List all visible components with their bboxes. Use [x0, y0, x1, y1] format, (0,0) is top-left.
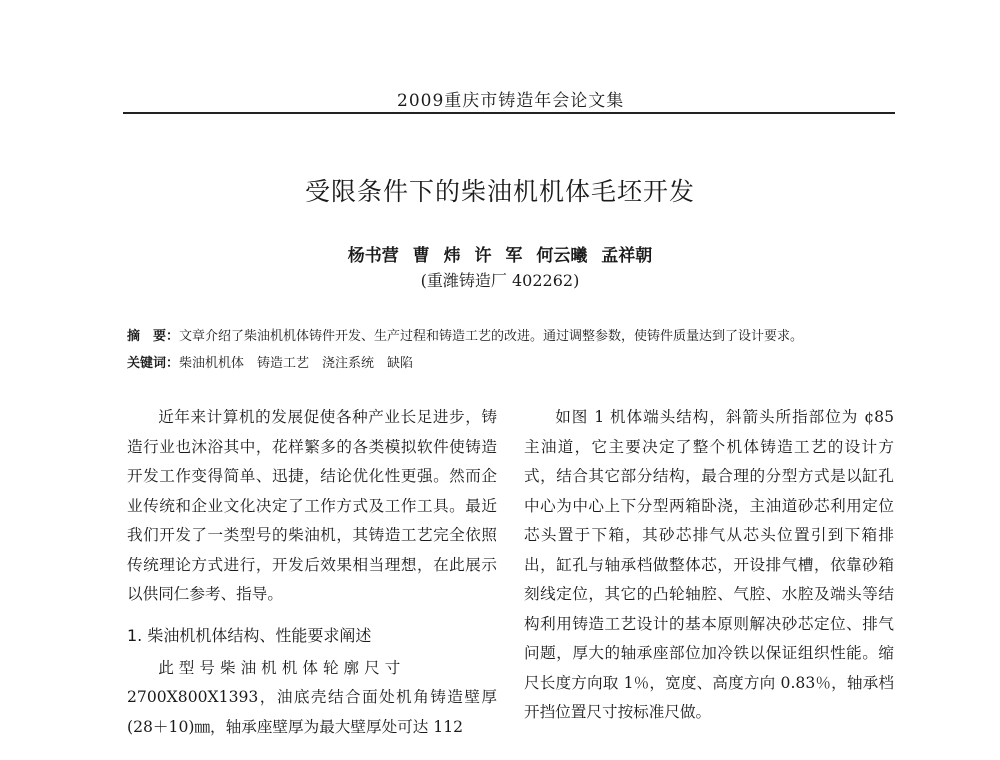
abstract-label: 摘 要：	[127, 329, 180, 344]
keywords	[127, 352, 413, 371]
affiliation: (重潍铸造厂 402262)	[420, 271, 580, 290]
intro-paragraph: 近年来计算机的发展促使各种产业长足进步，铸造行业也沐浴其中，花样繁多的各类模拟软件使铸造开发工作变得简单、迅捷，结论优化性更强。然而企业传统和企业文化决定了工作方式及工作工具。最近我们开发了一类型号的柴油机，其铸造工艺完全依照传统理论方式进行，开发后效果相当理想，在此展示以供同仁参考、指导。	[127, 408, 497, 603]
keywords-text: 柴油机机体 铸造工艺 浇注系统 缺陷	[179, 356, 414, 371]
paper-title: 受限条件下的柴油机机体毛坯开发	[304, 177, 695, 206]
keywords-label: 关键词：	[127, 356, 180, 371]
abstract	[127, 325, 803, 344]
right-paragraph: 如图 1 机体端头结构，斜箭头所指部位为 ¢85 主油道，它主要决定了整个机体铸造工艺的设计方式，结合其它部分结构，最合理的分型方式是以缸孔中心为中心上下分型两箱卧浇，主油道砂芯利用定位芯头置于下箱，其砂芯排气从芯头位置引到下箱排出，缸孔与轴承档做整体芯，开设排气槽，依靠砂箱刻线定位，其它的凸轮轴腔、气腔、水腔及端头等结构利用铸造工艺设计的基本原则解决砂芯定位、排气问题，厚大的轴承座部位加冷铁以保证组织性能。缩尺长度方向取 1％，宽度、高度方向 0.83％，轴承档开挡位置尺寸按标准尺做。	[524, 408, 894, 721]
section-heading: 1. 柴油机机体结构、性能要求阐述	[127, 625, 372, 645]
header-rule	[123, 112, 895, 114]
running-header: 2009重庆市铸造年会论文集	[397, 91, 625, 111]
abstract-text: 文章介绍了柴油机机体铸件开发、生产过程和铸造工艺的改进。通过调整参数，使铸件质量达到了设计要求。	[179, 329, 804, 344]
author-list: 杨书营 曹 炜 许 军 何云曦 孟祥朝	[347, 246, 653, 266]
section-paragraph-first-line: 此型号柴油机机体轮廓尺寸	[158, 658, 406, 677]
left-column	[127, 403, 497, 742]
section-paragraph-continued: 2700X800X1393，油底壳结合面处机角铸造壁厚(28＋10)㎜，轴承座壁厚为最大壁厚处可达 112	[127, 688, 497, 736]
right-column	[524, 403, 894, 728]
